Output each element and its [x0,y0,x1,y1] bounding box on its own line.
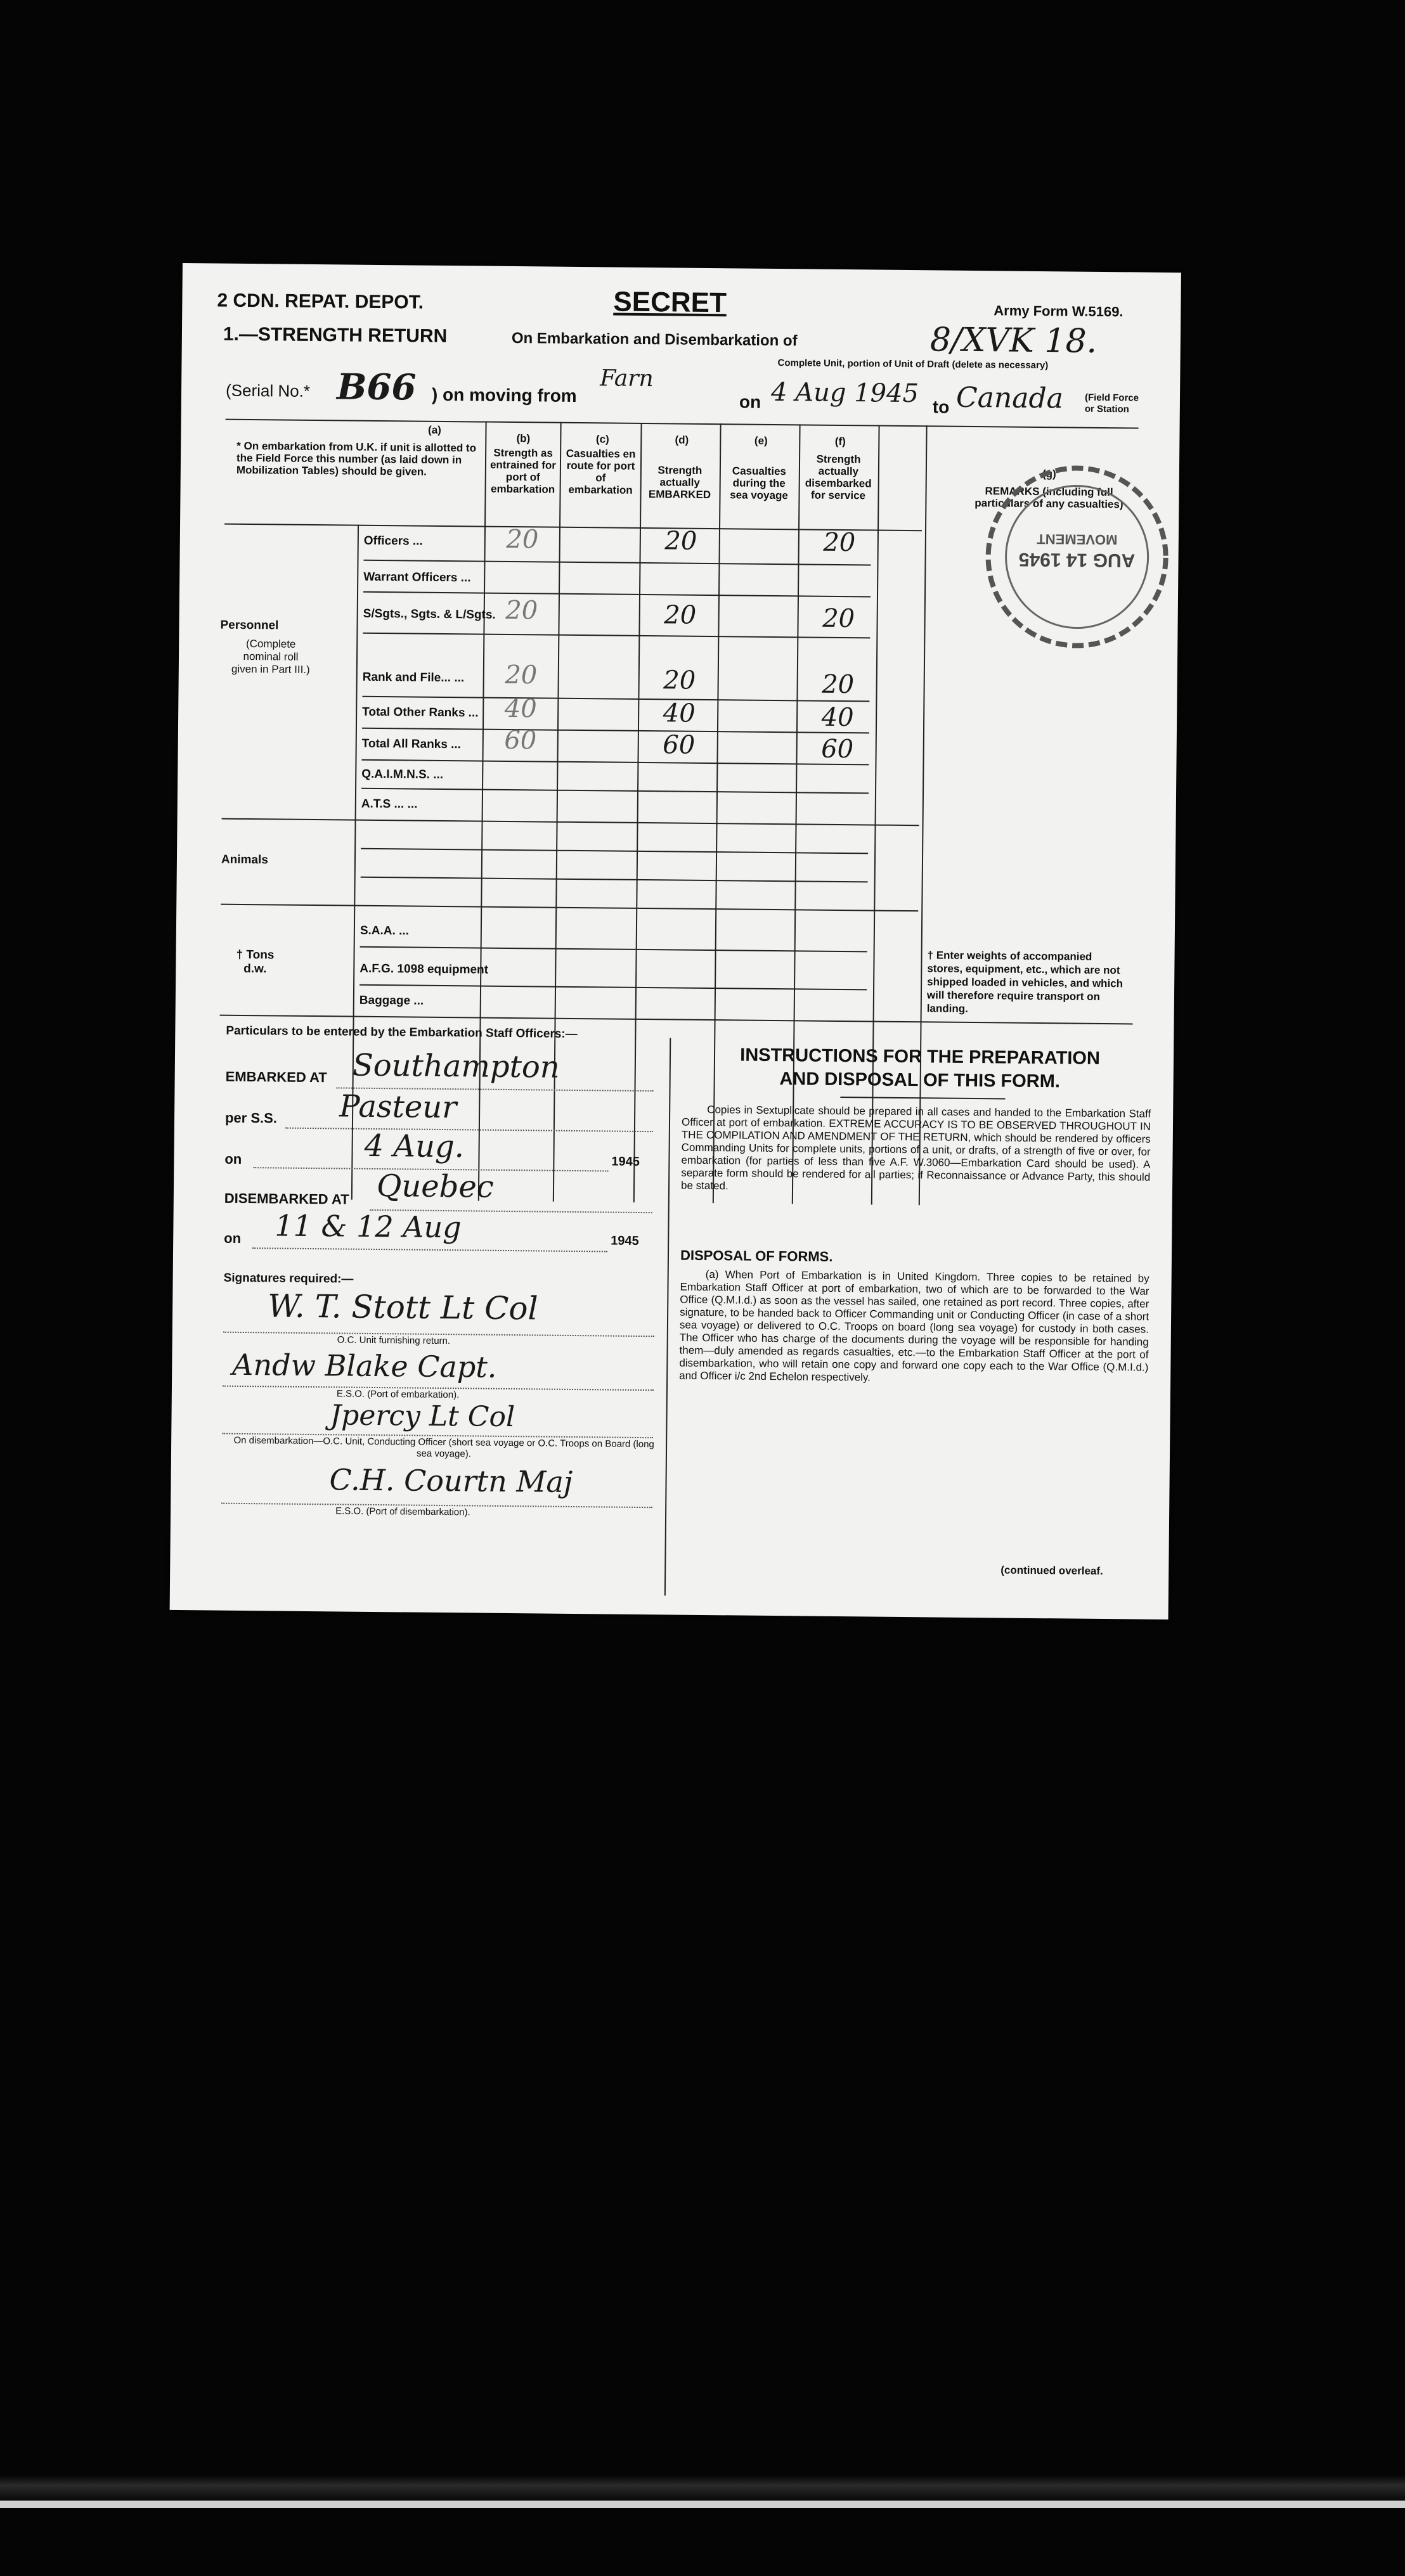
instructions-heading-2: AND DISPOSAL OF THIS FORM. [779,1069,1061,1092]
title-rest: On Embarkation and Disembarkation of [511,329,798,350]
row-label-qaimns: Q.A.I.M.N.S. ... [361,767,444,782]
disembarked-at-value: Quebec [376,1168,494,1205]
section-rule [222,818,919,827]
row-total-other-f: 40 [821,702,854,733]
row-label-rank-and-file: Rank and File... ... [362,670,465,685]
row-officers-b: 20 [506,524,539,555]
army-form-number: Army Form W.5169. [994,302,1123,320]
disembark-year: 1945 [611,1233,639,1248]
dotted-line [252,1247,607,1252]
row-label-total-other-ranks: Total Other Ranks ... [362,705,479,720]
on-value: 4 Aug 1945 [770,377,919,409]
col-letter-c: (c) [595,433,609,446]
table-top-rule [226,419,1139,429]
to-value: Canada [955,381,1064,415]
col-letter-e: (e) [754,434,768,447]
continued-overleaf: (continued overleaf. [1000,1564,1103,1578]
group-personnel-note: (Complete nominal roll given in Part III.) [231,637,310,676]
section-rule [221,904,918,912]
scan-bottom-strip [0,2501,1405,2508]
depot-label: 2 CDN. REPAT. DEPOT. [217,290,424,313]
movement-stamp [981,461,1173,653]
row-rule [363,633,870,639]
table-bottom-rule [220,1015,1133,1025]
signature-eso-disembark-caption: E.S.O. (Port of disembarkation). [335,1505,470,1518]
instructions-rule [840,1097,1005,1099]
row-rule [360,946,867,953]
disposal-heading: DISPOSAL OF FORMS. [680,1247,833,1265]
tons-note: † Enter weights of accompanied stores, equipment, etc., which are not shipped loaded in vehicles, and which will therefore require transport on landing. [926,949,1123,1015]
signature-oc-unit: W. T. Stott Lt Col [267,1287,538,1327]
row-rule [361,877,868,883]
row-rank-file-d: 20 [663,666,696,695]
col-letter-b: (b) [516,432,531,445]
row-rank-file-f: 20 [821,669,855,700]
row-total-all-d: 60 [663,730,696,760]
row-rule [361,788,869,794]
row-label-afg-equipment: A.F.G. 1098 equipment [359,962,489,977]
row-sgts-f: 20 [822,603,855,634]
row-label-baggage: Baggage ... [359,993,424,1008]
serial-label: (Serial No.* [225,380,311,401]
row-label-saa: S.A.A. ... [359,924,410,938]
on-label: on [739,392,761,412]
row-label-ats: A.T.S ... ... [361,797,418,811]
row-rule [359,984,867,991]
col-letter-a: (a) [428,423,441,436]
lower-divider [664,1038,671,1595]
col-divider-c [633,423,642,1202]
signature-eso-embark-caption: E.S.O. (Port of embarkation). [336,1388,460,1401]
row-rule [361,848,868,854]
signature-oc-troops: Jpercy Lt Col [330,1399,515,1434]
classification-heading: SECRET [613,286,727,319]
to-label: to [932,397,950,417]
row-label-officers: Officers ... [363,534,423,548]
row-total-all-f: 60 [821,734,854,764]
unit-handwritten: 8/XVK 18. [929,321,1097,361]
row-total-all-b: 60 [504,725,537,756]
row-sgts-d: 20 [664,600,697,630]
ss-label: per S.S. [224,1109,278,1126]
embarked-at-label: EMBARKED AT [225,1068,327,1086]
group-personnel: Personnel [220,618,279,633]
ss-value: Pasteur [339,1088,457,1126]
row-officers-d: 20 [664,526,697,556]
on-disembark-value: 11 & 12 Aug [275,1208,462,1245]
col-g-heading: REMARKS (including full particulars of any casualties) [974,485,1123,511]
row-rule [364,560,871,566]
title-prefix: 1.—STRENGTH RETURN [223,323,448,347]
dotted-line [285,1128,653,1133]
instructions-heading-1: INSTRUCTIONS FOR THE PREPARATION [740,1045,1101,1069]
serial-value: B66 [336,366,417,409]
col-b-heading: Strength as entrained for port of embarkation [489,446,557,496]
field-force-label: (Field Force or Station [1084,392,1139,415]
instructions-para-2: (a) When Port of Embarkation is in United Kingdom. Three copies to be retained by Embarkation Staff Officer at port of embarkation, two of which are to be forwarded to the War Office (Q.M.I.d.) as soon as the vessel has sailed, one retained as port record. Three copies, after signature, to be handed back to Officer Commanding unit or Conducting Officer (in case of a short sea voyage) or delivered to O.C. Troops on board (long sea voyage) for custody in both cases. The Officer who has charge of the documents during the voyage will be responsible for handing them—duly amended as regards casualties, etc.—to the Embarkation Staff Officer at the port of disembarkation, who will retain one copy and forward one copy each to the War Office (Q.M.I.d.) and Officer i/c 2nd Echelon respectively. [679,1268,1149,1384]
col-e-heading: Casualties during the sea voyage [730,465,788,502]
row-label-warrant-officers: Warrant Officers ... [363,570,471,585]
row-rule [361,759,869,766]
row-label-sgts: S/Sgts., Sgts. & L/Sgts. [363,607,496,622]
row-rule [362,728,869,734]
moving-from-label: ) on moving from [431,384,577,406]
on-embark-value: 4 Aug. [364,1128,465,1165]
signatures-label: Signatures required:— [223,1271,354,1286]
scan-edge-band [0,2475,1405,2501]
row-rank-file-b: 20 [505,660,538,690]
instructions-para-1: Copies in Sextuplicate should be prepared in all cases and handed to the Embarkation Staff Officer at port of embarkation. EXTREME ACCURACY IS TO BE OBSERVED THROUGHOUT IN THE COMPILATION AND AMENDMENT OF THE RETURN, which should be rendered by officers Commanding Units for complete units, portions of a unit, or drafts, of a strength of five or over, for embarkation (for parties of less than five A.F. W.3060—Embarkation Card should be used). A separate form should be rendered for all parties; if Reconnaissance or Advance Party, this should be stated. [680,1104,1151,1192]
row-label-total-all-ranks: Total All Ranks ... [361,737,462,752]
signature-eso-embark: Andw Blake Capt. [232,1347,497,1384]
col-letter-g: (g) [1042,468,1056,480]
signature-oc-unit-caption: O.C. Unit furnishing return. [337,1334,451,1347]
row-rule [362,696,869,702]
col-letter-f: (f) [834,435,846,448]
signature-eso-disembark: C.H. Courtn Maj [329,1462,573,1499]
embarkation-heading: Particulars to be entered by the Embarkation Staff Officers:— [226,1024,578,1041]
row-sgts-b: 20 [505,595,538,626]
unit-caption: Complete Unit, portion of Unit of Draft (delete as necessary) [777,357,1049,371]
row-total-other-b: 40 [504,693,537,724]
group-tons: † Tons d.w. [236,948,275,976]
col-a-note: * On embarkation from U.K. if unit is allotted to the Field Force this number (as laid down in Mobilization Tables) should be given. [236,439,477,478]
on-disembark-label: on [224,1230,242,1246]
row-total-other-d: 40 [663,699,696,728]
army-form-sheet [170,263,1181,1620]
row-rule [363,591,871,598]
col-c-heading: Casualties en route for port of embarkation [566,447,636,496]
col-letter-d: (d) [675,434,689,446]
col-d-heading: Strength actually EMBARKED [648,464,711,501]
on-embark-label: on [224,1150,242,1167]
signature-oc-troops-caption: On disembarkation—O.C. Unit, Conducting Officer (short sea voyage or O.C. Troops on Board (long sea voyage). [233,1434,654,1460]
embarked-at-value: Southampton [352,1047,560,1085]
moving-from-value: Farn [600,365,654,392]
row-officers-f: 20 [823,527,856,558]
disembarked-at-label: DISEMBARKED AT [224,1190,349,1208]
stamp-word: MOVEMENT [1037,531,1118,548]
embark-year: 1945 [611,1154,640,1169]
stamp-date: AUG 14 1945 [1018,548,1136,571]
group-animals: Animals [221,853,268,867]
col-f-heading: Strength actually disembarked for service [805,453,872,502]
